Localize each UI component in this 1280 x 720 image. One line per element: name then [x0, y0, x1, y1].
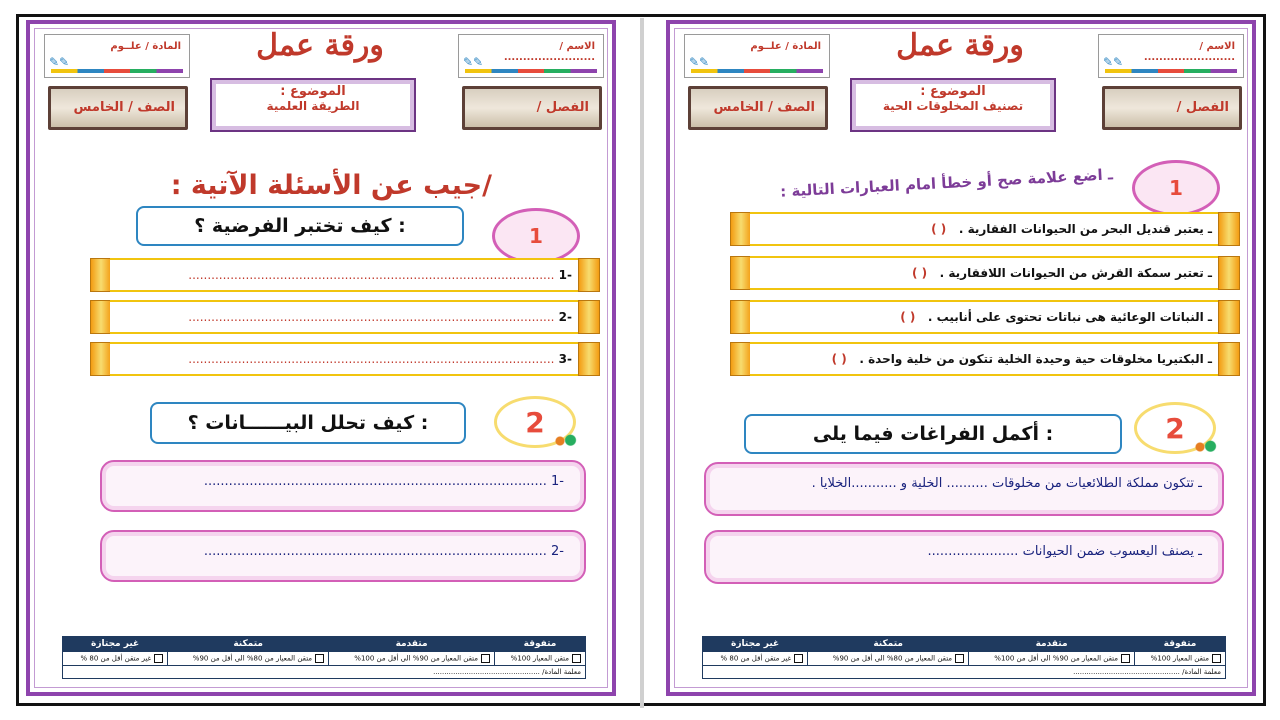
teacher-signature: معلمة المادة/ ................................................: [63, 666, 586, 679]
rubric-cell-text: متقن المعيار من 90% الى أقل من 100%: [354, 654, 479, 663]
topic-box: [210, 78, 416, 132]
pencil-cup-icon: ✎✎: [1103, 55, 1124, 69]
section-plaque: الفصل /: [462, 86, 602, 130]
statement-text: ـ تعتبر سمكة القرش من الحيوانات اللافقارية .: [939, 266, 1212, 280]
name-box: [458, 34, 604, 78]
checkbox[interactable]: [154, 654, 163, 663]
answer-parentheses[interactable]: ( ): [911, 266, 928, 280]
statement-row: [730, 256, 1240, 290]
checkbox[interactable]: [794, 654, 803, 663]
statement-row: [730, 342, 1240, 376]
rubric-header: متمكنة: [808, 637, 969, 652]
pencil-icon: [1218, 300, 1240, 334]
rubric-header: متقدمة: [969, 637, 1135, 652]
topic-value: الطريقة العلمية: [266, 99, 360, 113]
answer-dots: ................................................................................................: [188, 310, 555, 324]
pencil-icon: [730, 212, 752, 246]
statement-text: ـ النباتات الوعائية هى نباتات تحتوى على أنابيب .: [927, 310, 1212, 324]
question-number: 1: [529, 224, 543, 248]
answer-parentheses[interactable]: ( ): [831, 352, 847, 366]
rubric-header: متمكنة: [168, 637, 329, 652]
worksheet-title: ورقة عمل: [256, 28, 384, 63]
rubric-table: [62, 636, 586, 679]
answer-number: -2: [551, 544, 564, 559]
name-dots: ........................: [503, 52, 595, 63]
topic-value: تصنيف المخلوقات الحية: [882, 99, 1024, 113]
question-number-badge: [494, 396, 576, 448]
topic-label: الموضوع :: [920, 84, 986, 99]
subject-box: [684, 34, 830, 78]
question-number: 1: [1169, 176, 1183, 200]
rubric-cell-text: متقن المعيار من 80% الى أقل من 90%: [832, 654, 953, 663]
answer-dots: ...................................................................................: [203, 544, 547, 559]
answer-box: [704, 530, 1224, 584]
pencil-cup-icon: ✎✎: [49, 55, 70, 69]
question-box: : كيف تحلل البيــــــانات ؟: [150, 402, 466, 444]
pencil-icon: [730, 342, 752, 376]
flower-decoration-icon: [1191, 439, 1221, 455]
name-box: [1098, 34, 1244, 78]
answer-dots: ...................................................................................: [203, 474, 547, 489]
statement-row: [730, 212, 1240, 246]
question-number: 2: [525, 405, 545, 439]
question-number: 2: [1165, 411, 1185, 445]
pencil-icon: [1218, 256, 1240, 290]
topic-box: [850, 78, 1056, 132]
answer-number: -1: [558, 268, 572, 282]
answer-line: [90, 300, 600, 334]
rubric-header: غير مجتازة: [63, 637, 168, 652]
answer-line: [90, 258, 600, 292]
checkbox[interactable]: [955, 654, 964, 663]
pencil-icon: [578, 300, 600, 334]
answer-number: -1: [551, 474, 564, 489]
question-number-badge: [1134, 402, 1216, 454]
statement-row: [730, 300, 1240, 334]
name-label: الاسم /: [1199, 41, 1235, 52]
checkbox[interactable]: [1212, 654, 1221, 663]
rubric-cell-text: متقن المعيار 100%: [510, 654, 569, 663]
answer-number: -3: [558, 352, 572, 366]
pencil-icon: [578, 258, 600, 292]
rubric-cell: [1135, 652, 1226, 666]
section-plaque: الفصل /: [1102, 86, 1242, 130]
question-number-badge: [492, 208, 580, 264]
answer-parentheses[interactable]: ( ): [931, 222, 947, 236]
rubric-cell: [703, 652, 808, 666]
statement-text: ـ يعتبر قنديل البحر من الحيوانات الفقارية .: [958, 222, 1212, 236]
instruction-heading: /جيب عن الأسئلة الآتية :: [170, 170, 492, 201]
answer-parentheses[interactable]: ( ): [900, 310, 916, 324]
answer-dots: ................................................................................................: [188, 352, 555, 366]
subject-text: المادة / علــوم: [110, 41, 181, 52]
worksheet-left: [26, 20, 616, 696]
statement-text: ـ البكتيريا مخلوقات حية وحيدة الخلية تتكون من خلية واحدة .: [859, 352, 1212, 366]
rubric-cell-text: متقن المعيار من 90% الى أقل من 100%: [994, 654, 1119, 663]
teacher-signature: معلمة المادة/ ................................................: [703, 666, 1226, 679]
answer-dots: ................................................................................................: [188, 268, 555, 282]
answer-box: [704, 462, 1224, 516]
pencil-icon: [90, 258, 112, 292]
pencil-icon: [90, 342, 112, 376]
rubric-header: غير مجتازة: [703, 637, 808, 652]
rubric-cell: [808, 652, 969, 666]
pencil-icon: [730, 300, 752, 334]
rubric-header: متفوقة: [1135, 637, 1226, 652]
question-number-badge: [1132, 160, 1220, 216]
checkbox[interactable]: [481, 654, 490, 663]
checkbox[interactable]: [1121, 654, 1130, 663]
rubric-cell: [63, 652, 168, 666]
grade-plaque: الصف / الخامس: [688, 86, 828, 130]
instruction-heading: ـ اضع علامة صح أو خطأ امام العبارات التالية :: [779, 165, 1114, 201]
rubric-cell-text: متقن المعيار 100%: [1150, 654, 1209, 663]
rubric-cell: [329, 652, 495, 666]
topic-label: الموضوع :: [280, 84, 346, 99]
pencil-icon: [1218, 342, 1240, 376]
answer-number: -2: [558, 310, 572, 324]
rubric-cell-text: غير متقن أقل من 80 %: [80, 654, 152, 663]
rubric-cell-text: غير متقن أقل من 80 %: [720, 654, 792, 663]
answer-box: [100, 460, 586, 512]
worksheet-title: ورقة عمل: [896, 28, 1024, 63]
answer-box: [100, 530, 586, 582]
pencil-icon: [578, 342, 600, 376]
rubric-header: متقدمة: [329, 637, 495, 652]
subject-text: المادة / علــوم: [750, 41, 821, 52]
pencil-icon: [730, 256, 752, 290]
pencil-icon: [1218, 212, 1240, 246]
pencil-cup-icon: ✎✎: [689, 55, 710, 69]
name-label: الاسم /: [559, 41, 595, 52]
pencil-cup-icon: ✎✎: [463, 55, 484, 69]
fill-blank-text: ـ تتكون مملكة الطلائعيات من مخلوقات .......... الخلية و ...........الخلايا .: [811, 476, 1202, 491]
checkbox[interactable]: [572, 654, 581, 663]
rubric-header: متفوقة: [495, 637, 586, 652]
worksheet-right: [666, 20, 1256, 696]
answer-line: [90, 342, 600, 376]
question-box: : أكمل الفراغات فيما يلى: [744, 414, 1122, 454]
subject-box: [44, 34, 190, 78]
question-box: : كيف تختبر الفرضية ؟: [136, 206, 464, 246]
rubric-cell-text: متقن المعيار من 80% الى أقل من 90%: [192, 654, 313, 663]
rubric-cell: [168, 652, 329, 666]
fill-blank-text: ـ يصنف اليعسوب ضمن الحيوانات ......................: [927, 544, 1202, 559]
rubric-cell: [495, 652, 586, 666]
rubric-table: [702, 636, 1226, 679]
flower-decoration-icon: [551, 433, 581, 449]
checkbox[interactable]: [315, 654, 324, 663]
pencil-icon: [90, 300, 112, 334]
name-dots: ........................: [1143, 52, 1235, 63]
grade-plaque: الصف / الخامس: [48, 86, 188, 130]
book-spine: [640, 18, 644, 708]
rubric-cell: [969, 652, 1135, 666]
